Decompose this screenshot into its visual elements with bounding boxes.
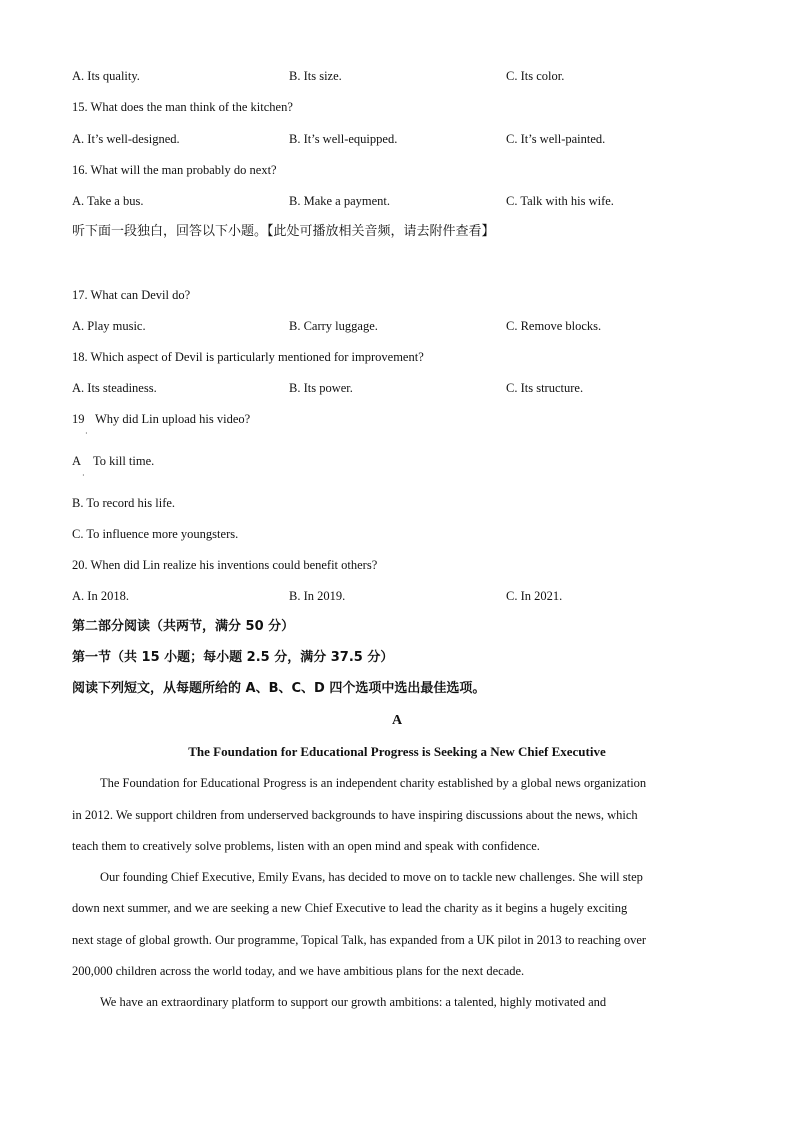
q14-option-a: A. Its quality.	[72, 69, 140, 83]
q19-option-a-letter: A	[72, 454, 82, 468]
q19-dot-mark: ·	[85, 429, 88, 438]
q18-option-a: A. Its steadiness.	[72, 381, 157, 395]
q14-option-b: B. Its size.	[289, 69, 342, 83]
q15-option-c: C. It’s well-painted.	[506, 132, 606, 146]
passage-title: The Foundation for Educational Progress is Seeking a New Chief Executive	[188, 744, 606, 759]
passage-line: We have an extraordinary platform to support our growth ambitions: a talented, highly motivated and	[100, 995, 607, 1009]
q17-option-b: B. Carry luggage.	[289, 319, 378, 333]
q19-number: 19	[72, 412, 85, 426]
passage-line: 200,000 children across the world today, and we have ambitious plans for the next decade.	[72, 964, 525, 978]
q17-option-a: A. Play music.	[72, 319, 146, 333]
passage-line: The Foundation for Educational Progress is an independent charity established by a global news organization	[100, 776, 647, 790]
q18-option-c: C. Its structure.	[506, 381, 584, 395]
passage-line: down next summer, and we are seeking a new Chief Executive to lead the charity as it begins a hugely exciting	[72, 901, 628, 915]
q19-a-dot-mark: ·	[82, 471, 85, 480]
passage-line: teach them to creatively solve problems, listen with an open mind and speak with confidence.	[72, 839, 540, 853]
section1-heading: 第一节（共 15 小题；每小题 2.5 分，满分 37.5 分）	[72, 650, 394, 665]
q16-option-b: B. Make a payment.	[289, 194, 391, 208]
passage-line: next stage of global growth. Our programme, Topical Talk, has expanded from a UK pilot in 2013 to reaching over	[72, 933, 647, 947]
q19-question: Why did Lin upload his video?	[95, 412, 251, 426]
q20-option-a: A. In 2018.	[72, 589, 129, 603]
q15-option-b: B. It’s well-equipped.	[289, 132, 398, 146]
q15-question: 15. What does the man think of the kitchen?	[72, 100, 293, 114]
q19-option-c: C. To influence more youngsters.	[72, 527, 239, 541]
q17-option-c: C. Remove blocks.	[506, 319, 602, 333]
passage-letter: A	[391, 713, 403, 728]
q17-question: 17. What can Devil do?	[72, 288, 191, 302]
q16-option-c: C. Talk with his wife.	[506, 194, 614, 208]
q16-question: 16. What will the man probably do next?	[72, 163, 277, 177]
monologue-instruction: 听下面一段独白，回答以下小题。【此处可播放相关音频，请去附件查看】	[72, 224, 495, 239]
q14-option-c: C. Its color.	[506, 69, 565, 83]
part2-heading: 第二部分阅读（共两节，满分 50 分）	[72, 619, 295, 634]
passage-line: Our founding Chief Executive, Emily Evans, has decided to move on to tackle new challenges. She will step	[100, 870, 643, 884]
q19-option-b: B. To record his life.	[72, 496, 176, 510]
q20-option-b: B. In 2019.	[289, 589, 346, 603]
passage-line: in 2012. We support children from underserved backgrounds to have inspiring discussions about the news, which	[72, 808, 638, 822]
q16-option-a: A. Take a bus.	[72, 194, 144, 208]
q18-question: 18. Which aspect of Devil is particularly mentioned for improvement?	[72, 350, 424, 364]
q20-option-c: C. In 2021.	[506, 589, 563, 603]
q15-option-a: A. It’s well-designed.	[72, 132, 180, 146]
reading-instruction: 阅读下列短文，从每题所给的 A、B、C、D 四个选项中选出最佳选项。	[72, 681, 486, 696]
q20-question: 20. When did Lin realize his inventions could benefit others?	[72, 558, 378, 572]
q18-option-b: B. Its power.	[289, 381, 353, 395]
q19-option-a-text: To kill time.	[93, 454, 155, 468]
